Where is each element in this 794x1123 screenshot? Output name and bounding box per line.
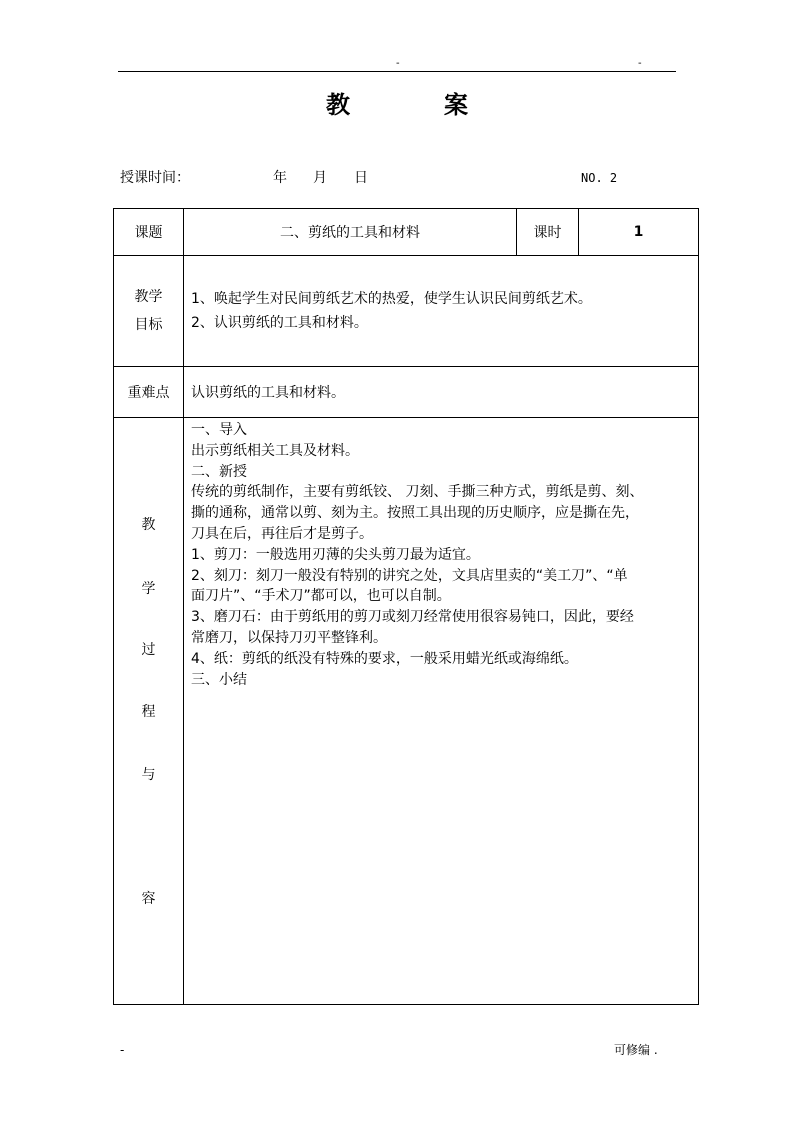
header-mark-center: -	[396, 58, 400, 69]
page-title-char-2: 案	[444, 91, 468, 119]
process-line: 三、小结	[191, 671, 247, 688]
footer-mark-left: -	[120, 1043, 125, 1057]
process-row	[114, 418, 699, 1005]
header-rule	[118, 71, 676, 72]
year-label: 年	[273, 170, 287, 186]
process-line: 2、刻刀：刻刀一般没有特别的讲究之处，文具店里卖的“美工刀”、“单	[191, 567, 628, 584]
process-label-char: 教	[141, 517, 156, 533]
day-label: 日	[354, 170, 368, 186]
page-title-char-1: 教	[326, 91, 350, 119]
process-line: 撕的通称，通常以剪、刻为主。按照工具出现的历史顺序，应是撕在先，	[191, 505, 639, 522]
hours-value: 1	[579, 209, 699, 256]
process-line: 二、新授	[191, 463, 247, 480]
key-points-value: 认识剪纸的工具和材料。	[184, 367, 699, 418]
process-label-char: 容	[141, 891, 156, 907]
goals-content	[184, 256, 699, 367]
process-line: 1、剪刀：一般选用刃薄的尖头剪刀最为适宜。	[191, 546, 480, 563]
lesson-number: NO. 2	[581, 171, 618, 185]
process-line: 传统的剪纸制作，主要有剪纸铰、 刀刻、手撕三种方式，剪纸是剪、刻、	[191, 484, 644, 501]
topic-value: 二、剪纸的工具和材料	[184, 209, 517, 256]
goals-label-line-1: 教学	[134, 289, 163, 305]
process-content	[184, 418, 699, 1005]
process-line: 面刀片”、“手术刀”都可以，也可以自制。	[191, 588, 451, 605]
process-line: 3、磨刀石：由于剪纸用的剪刀或刻刀经常使用很容易钝口，因此，要经	[191, 609, 634, 626]
process-line: 常磨刀，以保持刀刃平整锋利。	[191, 629, 387, 646]
process-label	[114, 418, 184, 1005]
process-label-char: 程	[141, 704, 156, 720]
process-line: 4、纸：剪纸的纸没有特殊的要求，一般采用蜡光纸或海绵纸。	[191, 650, 578, 667]
key-points-label: 重难点	[114, 367, 184, 418]
header-mark-right: -	[638, 58, 642, 69]
footer-editable-note: 可修编 .	[614, 1043, 658, 1057]
goals-label-line-2: 目标	[134, 317, 163, 333]
month-label: 月	[313, 170, 327, 186]
goal-item: 2、认识剪纸的工具和材料。	[191, 315, 368, 331]
goals-row	[114, 256, 699, 367]
process-line: 刀具在后，再往后才是剪子。	[191, 525, 373, 542]
topic-row	[114, 209, 699, 256]
process-line: 出示剪纸相关工具及材料。	[191, 442, 359, 459]
topic-label: 课题	[114, 209, 184, 256]
lesson-plan-table	[113, 208, 699, 1005]
process-label-char: 学	[141, 581, 156, 597]
key-points-row	[114, 367, 699, 418]
process-label-char: 过	[141, 642, 156, 658]
class-time-label: 授课时间：	[120, 170, 190, 186]
goal-item: 1、唤起学生对民间剪纸艺术的热爱，使学生认识民间剪纸艺术。	[191, 291, 592, 307]
process-line: 一、导入	[191, 422, 247, 438]
process-label-char: 与	[141, 767, 156, 783]
hours-label: 课时	[517, 209, 579, 256]
goals-label	[114, 256, 184, 367]
